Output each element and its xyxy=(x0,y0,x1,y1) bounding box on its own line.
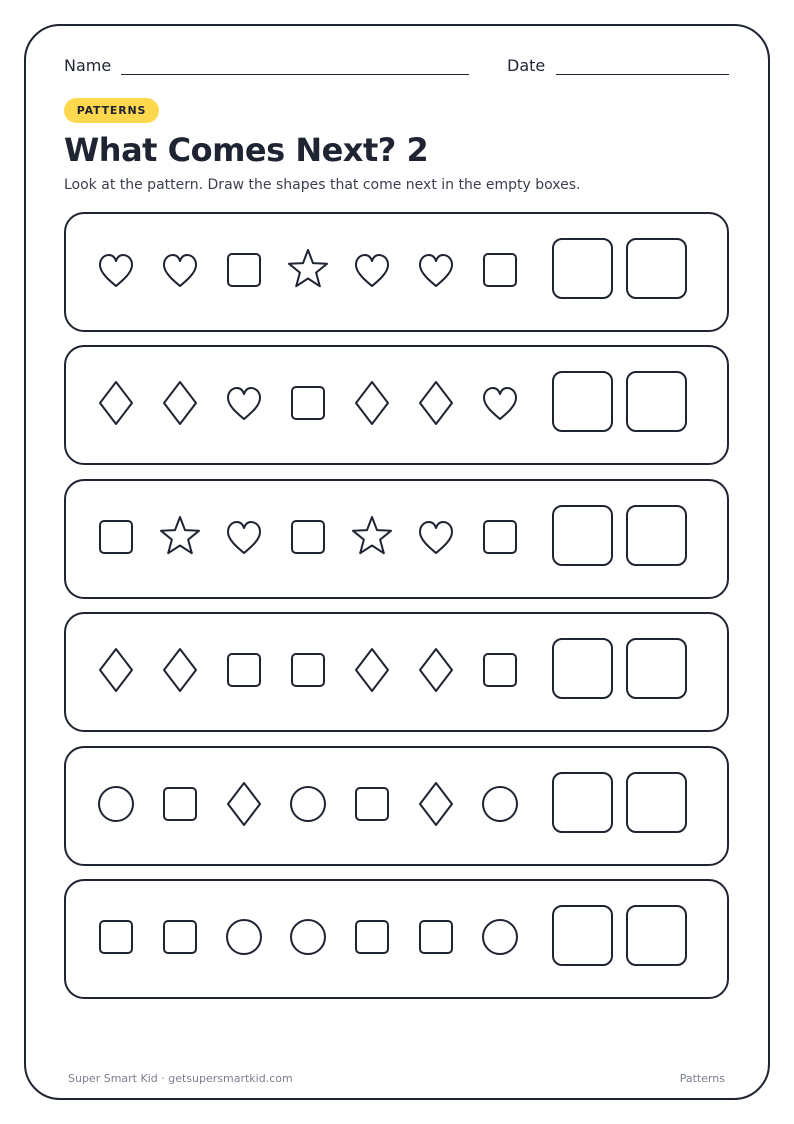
answer-box-2[interactable] xyxy=(626,638,687,699)
name-line[interactable] xyxy=(121,74,469,75)
square-shape xyxy=(356,788,388,820)
circle-shape xyxy=(291,920,325,954)
square-shape xyxy=(356,921,388,953)
page-title: What Comes Next? 2 xyxy=(64,131,429,169)
heart-shape xyxy=(356,255,388,286)
pattern-row-5 xyxy=(64,746,729,866)
answer-box-2[interactable] xyxy=(626,505,687,566)
circle-shape xyxy=(483,787,517,821)
answer-box-2[interactable] xyxy=(626,772,687,833)
answer-box-1[interactable] xyxy=(552,238,613,299)
pattern-row-6 xyxy=(64,879,729,999)
answer-box-1[interactable] xyxy=(552,638,613,699)
footer-topic: Patterns xyxy=(679,1072,725,1085)
answer-box-1[interactable] xyxy=(552,505,613,566)
category-tag: PATTERNS xyxy=(64,98,159,123)
square-shape xyxy=(100,921,132,953)
date-label: Date xyxy=(507,56,546,75)
diamond-shape xyxy=(356,649,388,691)
pattern-row-2 xyxy=(64,345,729,465)
answer-box-1[interactable] xyxy=(552,772,613,833)
square-shape xyxy=(164,921,196,953)
answer-box-2[interactable] xyxy=(626,905,687,966)
circle-shape xyxy=(483,920,517,954)
diamond-shape xyxy=(100,382,132,424)
answer-box-2[interactable] xyxy=(626,238,687,299)
square-shape xyxy=(228,254,260,286)
heart-shape xyxy=(228,388,260,419)
pattern-row-3 xyxy=(64,479,729,599)
heart-shape xyxy=(164,255,196,286)
diamond-shape xyxy=(420,649,452,691)
answer-box-1[interactable] xyxy=(552,905,613,966)
heart-shape xyxy=(228,522,260,553)
diamond-shape xyxy=(420,783,452,825)
square-shape xyxy=(292,654,324,686)
heart-shape xyxy=(484,388,516,419)
square-shape xyxy=(292,521,324,553)
answer-box-2[interactable] xyxy=(626,371,687,432)
date-line[interactable] xyxy=(556,74,729,75)
square-shape xyxy=(292,387,324,419)
square-shape xyxy=(228,654,260,686)
instructions: Look at the pattern. Draw the shapes that come next in the empty boxes. xyxy=(64,177,581,193)
diamond-shape xyxy=(164,649,196,691)
heart-shape xyxy=(100,255,132,286)
diamond-shape xyxy=(420,382,452,424)
answer-box-1[interactable] xyxy=(552,371,613,432)
circle-shape xyxy=(291,787,325,821)
circle-shape xyxy=(227,920,261,954)
square-shape xyxy=(484,254,516,286)
star-shape xyxy=(161,517,199,553)
heart-shape xyxy=(420,255,452,286)
star-shape xyxy=(353,517,391,553)
name-label: Name xyxy=(64,56,112,75)
pattern-row-1 xyxy=(64,212,729,332)
square-shape xyxy=(420,921,452,953)
footer-brand: Super Smart Kid · getsupersmartkid.com xyxy=(68,1072,293,1085)
heart-shape xyxy=(420,522,452,553)
diamond-shape xyxy=(228,783,260,825)
diamond-shape xyxy=(164,382,196,424)
star-shape xyxy=(289,250,327,286)
square-shape xyxy=(484,521,516,553)
pattern-row-4 xyxy=(64,612,729,732)
circle-shape xyxy=(99,787,133,821)
square-shape xyxy=(484,654,516,686)
diamond-shape xyxy=(100,649,132,691)
square-shape xyxy=(164,788,196,820)
diamond-shape xyxy=(356,382,388,424)
square-shape xyxy=(100,521,132,553)
